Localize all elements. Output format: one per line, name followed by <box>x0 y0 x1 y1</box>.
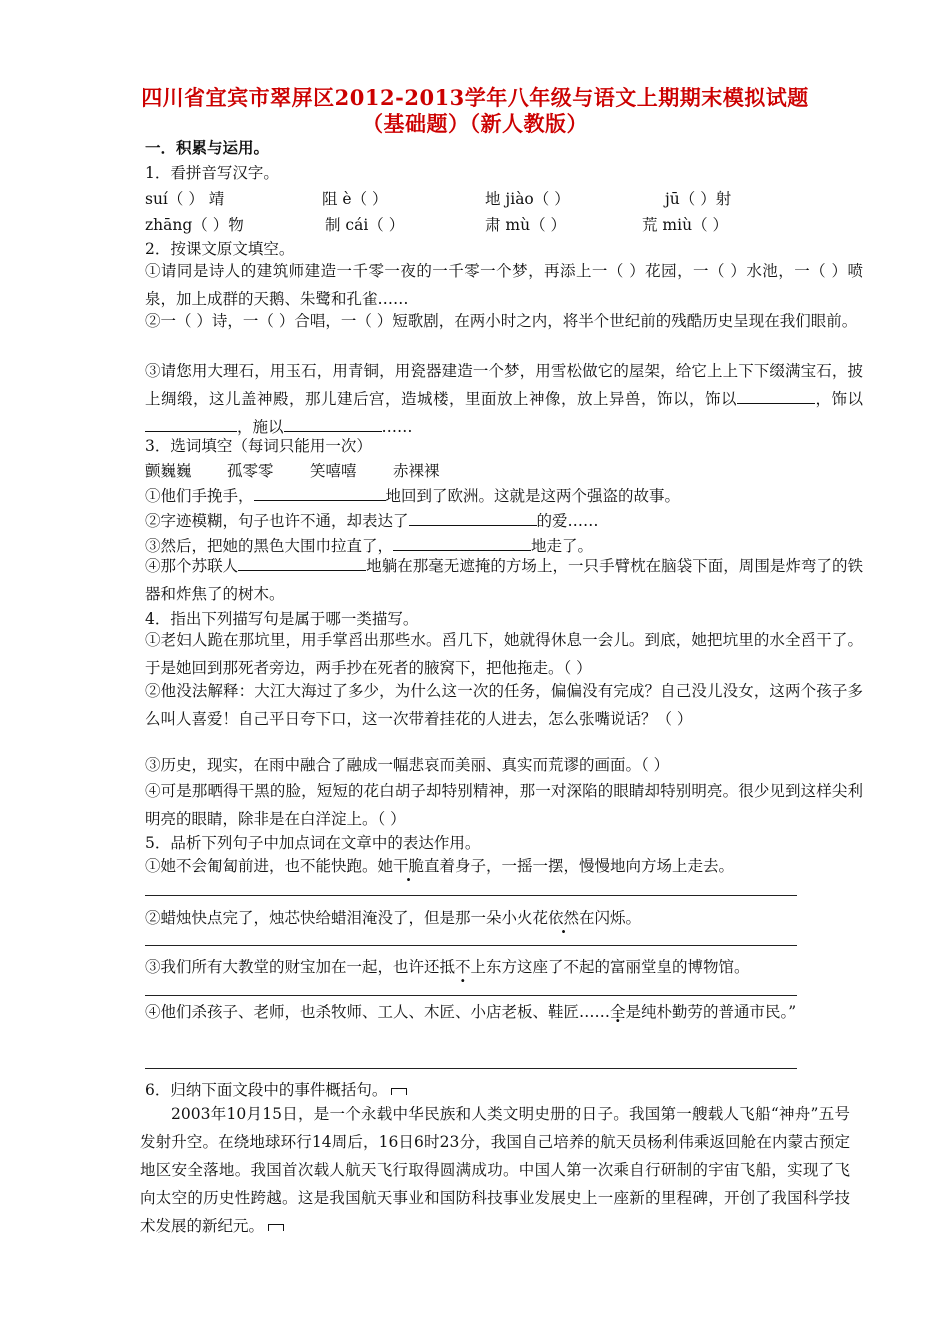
question-2-item-3: ③请您用大理石，用玉石，用青铜，用瓷器建造一个梦，用雪松做它的屋架，给它上上下下缀满宝石，披上绸缎，这儿盖神殿，那儿建后宫，造城楼，里面放上神像，放上异兽，饰以，饰以 ，饰以，施以 …… <box>145 362 863 436</box>
question-5-item-1: ①她不会匍匐前进，也不能快跑。她干脆直着身子，一摇一摆，慢慢地向方场上走去。 <box>145 857 735 875</box>
question-3-stem: 3．选词填空（每词只能用一次） <box>145 437 372 455</box>
question-4-item-4: ④可是那晒得干黑的脸，短短的花白胡子却特别精神，那一对深陷的眼睛却特别明亮。很少见到这样尖利明亮的眼睛，除非是在白洋淀上。（ ） <box>145 782 863 828</box>
answer-line[interactable] <box>145 1068 797 1069</box>
word-option: 颤巍巍 <box>145 462 192 480</box>
question-5-stem: 5．品析下列句子中加点词在文章中的表达作用。 <box>145 834 481 852</box>
question-4-stem: 4．指出下列描写句是属于哪一类描写。 <box>145 610 419 628</box>
word-bank <box>145 459 440 481</box>
blank-line[interactable] <box>254 485 386 501</box>
dotted-word: 抵不上 <box>439 958 487 976</box>
blank-line[interactable] <box>737 388 815 404</box>
pinyin-item: zhāng（ ）物 <box>145 216 244 234</box>
dotted-word: 干脆 <box>393 857 425 875</box>
question-6-stem: 6．归纳下面文段中的事件概括句。 <box>145 1078 407 1100</box>
pinyin-row-2 <box>145 213 728 235</box>
blank-line[interactable] <box>409 510 537 526</box>
bracket-mark-icon <box>391 1088 407 1095</box>
pinyin-item: 肃 mù（ ） <box>485 216 567 234</box>
question-5-item-2: ②蜡烛快点完了，烛芯快给蜡泪淹没了，但是那一朵小火花依然在闪烁。 <box>145 909 642 927</box>
word-option: 赤裸裸 <box>393 462 440 480</box>
page-title: 四川省宜宾市翠屏区2012-2013学年八年级与语文上期期末模拟试题 <box>141 85 809 110</box>
question-1-stem: 1．看拼音写汉字。 <box>145 164 279 182</box>
pinyin-item: 阻 è（ ） <box>322 190 388 208</box>
pinyin-item: 制 cái（ ） <box>325 216 405 234</box>
blank-line[interactable] <box>284 416 382 432</box>
question-4-item-1: ①老妇人跪在那坑里，用手掌舀出那些水。舀几下，她就得休息一会儿。到底，她把坑里的水全舀干了。于是她回到那死者旁边，两手抄在死者的腋窝下，把他拖走。（ ） <box>145 631 863 677</box>
blank-line[interactable] <box>393 535 531 551</box>
question-2-stem: 2．按课文原文填空。 <box>145 240 295 258</box>
word-option: 笑嘻嘻 <box>310 462 357 480</box>
pinyin-item: 荒 miù（ ） <box>642 216 728 234</box>
section-heading: 一．积累与运用。 <box>145 138 270 157</box>
question-3-item-1: ①他们手挽手， 地回到了欧洲。这就是这两个强盗的故事。 <box>145 487 681 505</box>
question-4-item-2: ②他没法解释：大江大海过了多少，为什么这一次的任务，偏偏没有完成？自己没儿没女，这两个孩子多么叫人喜爱！自己平日夸下口，这一次带着挂花的人进去，怎么张嘴说话？（ ） <box>145 682 863 728</box>
question-6-passage: 2003年10月15日，是一个永载中华民族和人类文明史册的日子。我国第一艘载人飞船“神舟”五号发射升空。在绕地球环行14周后，16日6时23分，我国自己培养的航天员杨利伟乘返回舱在内蒙古预定地区安全落地。我国首次载人航天飞行取得圆满成功。中国人第一次乘自行研制的宇宙飞船，实现了飞向太空的历史性跨越。这是我国航天事业和国防科技事业发展史上一座新的里程碑，开创了我国科学技术发展的新纪元。 <box>140 1105 850 1235</box>
dotted-word: 依然 <box>548 909 580 927</box>
bracket-mark-icon <box>268 1224 284 1231</box>
question-3-item-3: ③然后，把她的黑色大围巾拉直了， 地走了。 <box>145 537 594 555</box>
question-2-item-2: ②一（ ）诗，一（ ）合唱，一（ ）短歌剧，在两小时之内，将半个世纪前的残酷历史呈现在我们眼前。 <box>145 312 858 330</box>
question-3-item-4: ④那个苏联人 地躺在那毫无遮掩的方场上，一只手臂枕在脑袋下面，周围是炸弯了的铁器和炸焦了的树木。 <box>145 557 863 603</box>
pinyin-item: suí（ ） 靖 <box>145 190 225 208</box>
word-option: 孤零零 <box>227 462 274 480</box>
blank-line[interactable] <box>238 555 366 571</box>
question-4-item-3: ③历史，现实，在雨中融合了融成一幅悲哀而美丽、真实而荒谬的画面。（ ） <box>145 756 670 774</box>
blank-line[interactable] <box>145 416 237 432</box>
answer-line[interactable] <box>145 895 797 896</box>
question-3-item-2: ②字迹模糊，句子也许不通，却表达了 的爱…… <box>145 512 599 530</box>
answer-line[interactable] <box>145 995 797 996</box>
question-5-item-3: ③我们所有大教堂的财宝加在一起，也许还抵不上东方这座了不起的富丽堂皇的博物馆。 <box>145 958 750 976</box>
dotted-word: 全 <box>610 1003 626 1021</box>
page-subtitle: （基础题）（新人教版） <box>362 111 588 136</box>
pinyin-item: jū（ ）射 <box>665 190 732 208</box>
question-5-item-4: ④他们杀孩子、老师，也杀牧师、工人、木匠、小店老板、鞋匠……全是纯朴勤劳的普通市民。” <box>145 1003 797 1021</box>
answer-line[interactable] <box>145 945 797 946</box>
pinyin-item: 地 jiào（ ） <box>485 190 570 208</box>
pinyin-row-1 <box>145 187 731 209</box>
question-2-item-1: ①请同是诗人的建筑师建造一千零一夜的一千零一个梦，再添上一（ ）花园，一（ ）水池，一（ ）喷泉，加上成群的天鹅、朱鹭和孔雀…… <box>145 262 863 308</box>
